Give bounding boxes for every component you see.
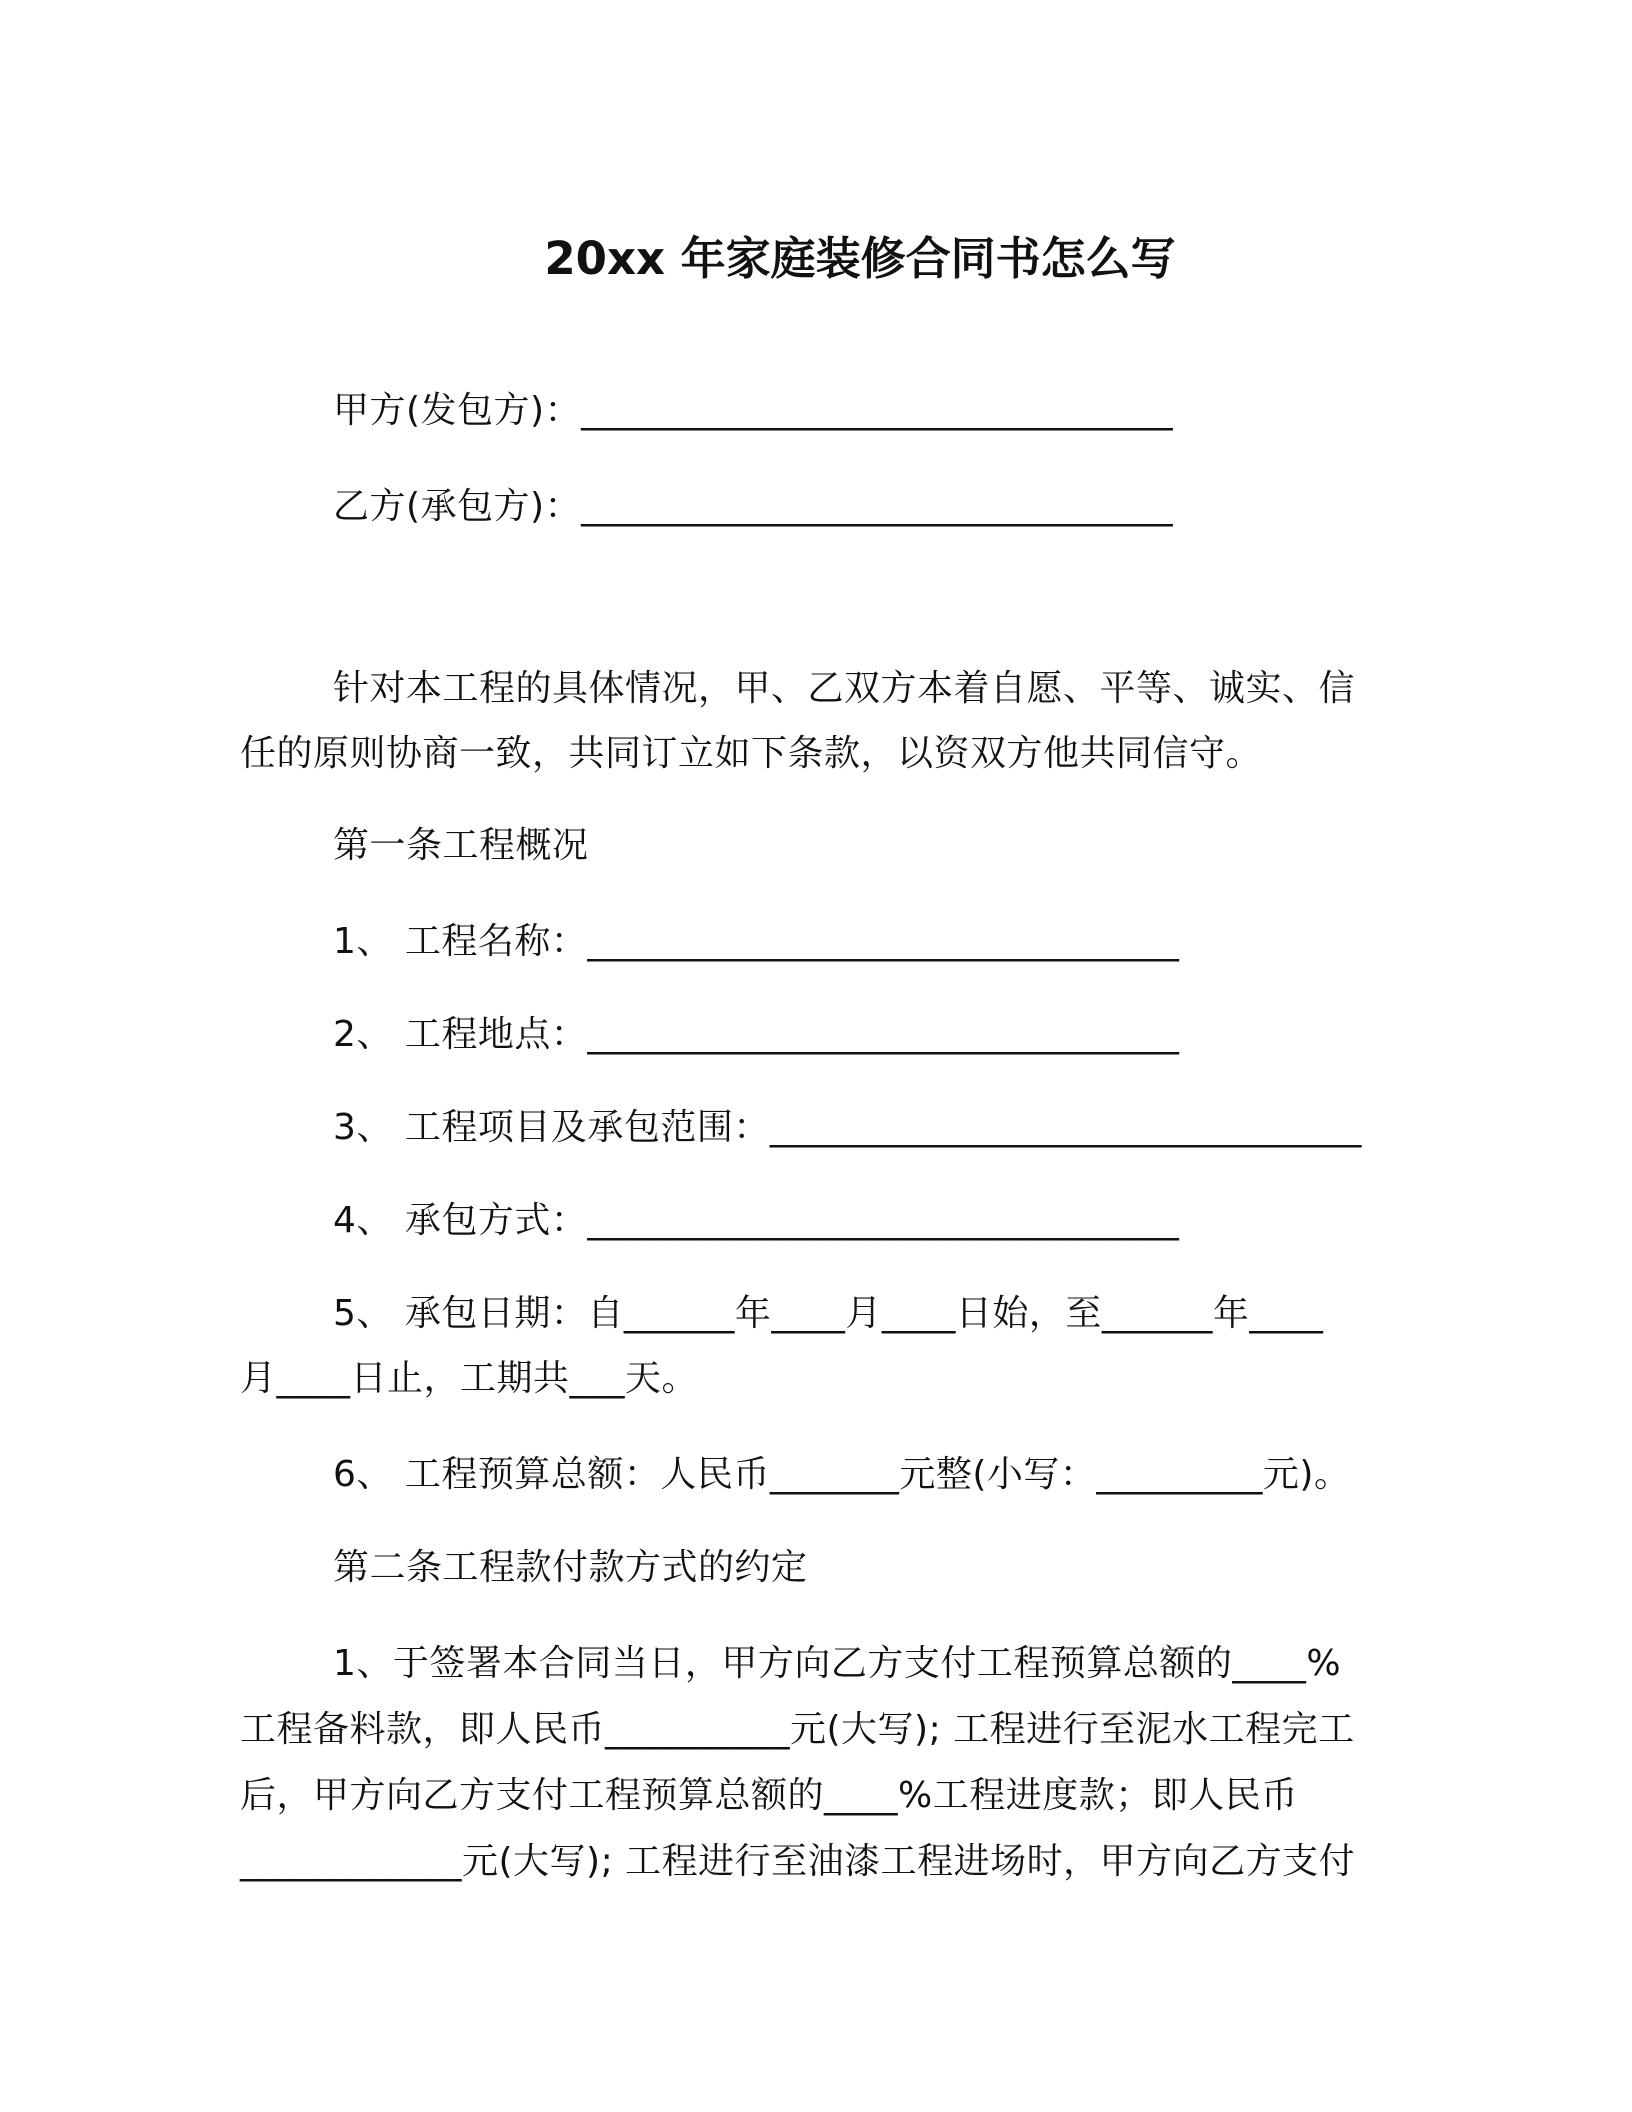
payment-paragraph-line-4: ____________元(大写); 工程进行至油漆工程进场时，甲方向乙方支付 — [240, 1841, 1356, 1882]
party-a-line: 甲方(发包方)：________________________________ — [333, 390, 1174, 431]
item-contract-method: 4、 承包方式：________________________________ — [333, 1200, 1180, 1241]
article-2-heading: 第二条工程款付款方式的约定 — [333, 1547, 808, 1588]
item-project-name: 1、 工程名称：________________________________ — [333, 921, 1180, 962]
item-contract-dates-line-2: 月____日止，工期共___天。 — [240, 1358, 699, 1399]
payment-paragraph-line-1: 1、于签署本合同当日，甲方向乙方支付工程预算总额的____% — [333, 1643, 1342, 1684]
item-contract-dates-line-1: 5、 承包日期：自______年____月____日始，至______年____ — [333, 1293, 1324, 1334]
item-project-scope: 3、 工程项目及承包范围：________________________________ — [333, 1107, 1362, 1148]
payment-paragraph-line-2: 工程备料款，即人民币__________元(大写); 工程进行至泥水工程完工 — [240, 1709, 1355, 1750]
payment-paragraph-line-3: 后，甲方向乙方支付工程预算总额的____%工程进度款；即人民币 — [240, 1775, 1298, 1816]
party-b-line: 乙方(承包方)：________________________________ — [333, 486, 1174, 527]
intro-paragraph-line-1: 针对本工程的具体情况，甲、乙双方本着自愿、平等、诚实、信 — [333, 668, 1356, 709]
intro-paragraph-line-2: 任的原则协商一致，共同订立如下条款，以资双方他共同信守。 — [240, 733, 1263, 774]
item-project-location: 2、 工程地点：________________________________ — [333, 1014, 1180, 1055]
article-1-heading: 第一条工程概况 — [333, 825, 589, 866]
document-title: 20xx 年家庭装修合同书怎么写 — [544, 232, 1176, 285]
item-budget-total: 6、 工程预算总额：人民币_______元整(小写：_________元)。 — [333, 1454, 1351, 1495]
